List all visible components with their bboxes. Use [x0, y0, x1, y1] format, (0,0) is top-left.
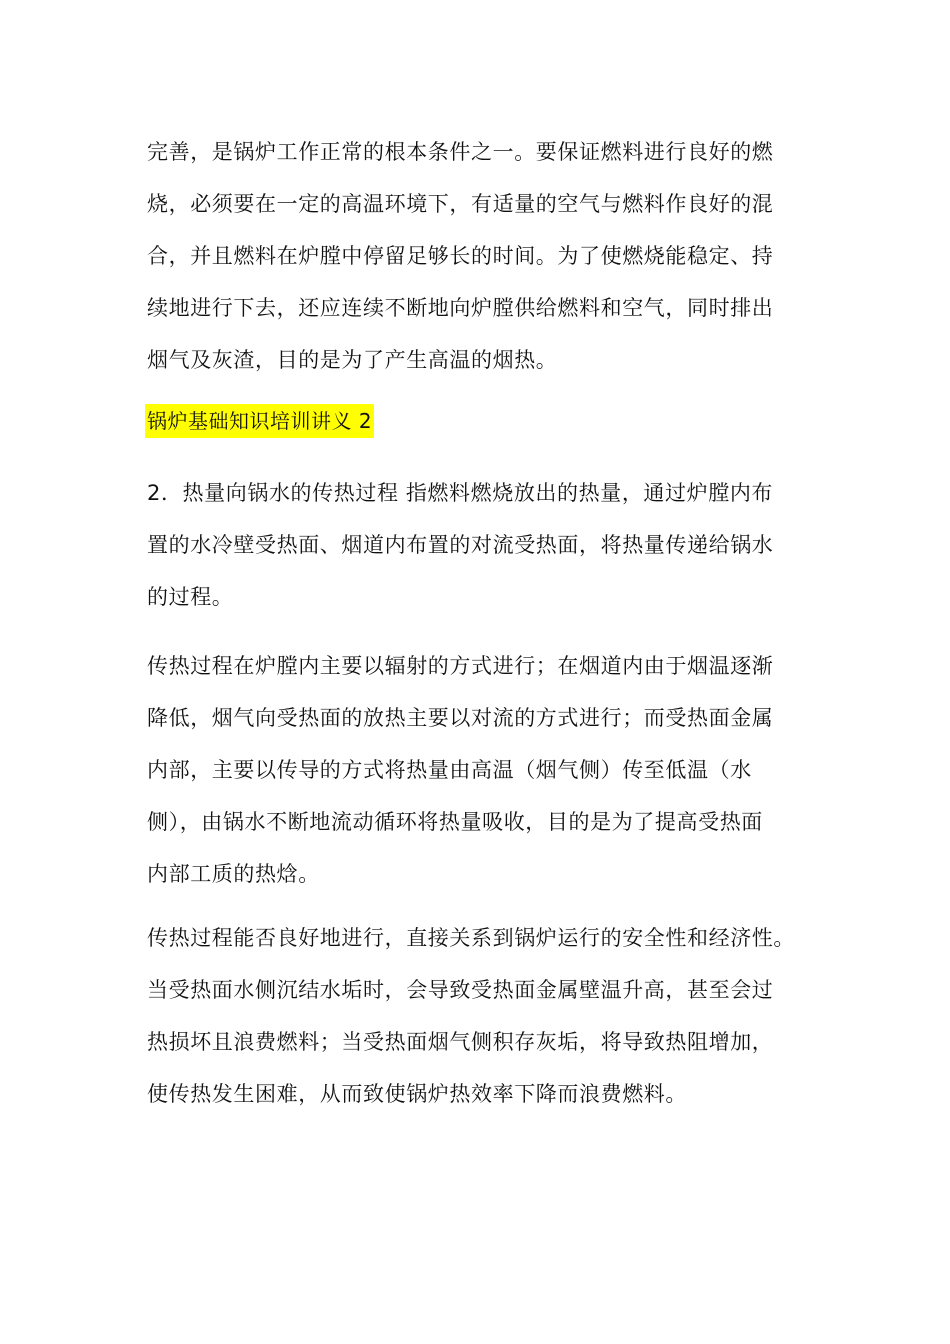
text-line: 完善，是锅炉工作正常的根本条件之一。要保证燃料进行良好的燃	[147, 140, 774, 164]
text-line: 置的水冷壁受热面、烟道内布置的对流受热面，将热量传递给锅水	[147, 533, 774, 557]
text-line: 2．热量向锅水的传热过程 指燃料燃烧放出的热量，通过炉膛内布	[147, 481, 774, 505]
paragraph-heat-transfer-safety	[147, 912, 807, 1120]
text-line: 续地进行下去，还应连续不断地向炉膛供给燃料和空气，同时排出	[147, 296, 774, 320]
text-line: 的过程。	[147, 585, 234, 609]
text-line: 烟气及灰渣，目的是为了产生高温的烟热。	[147, 348, 558, 372]
text-line: 当受热面水侧沉结水垢时，会导致受热面金属壁温升高，甚至会过	[147, 978, 774, 1002]
text-line: 热损坏且浪费燃料；当受热面烟气侧积存灰垢，将导致热阻增加，	[147, 1030, 774, 1054]
text-line: 传热过程能否良好地进行，直接关系到锅炉运行的安全性和经济性。	[147, 926, 795, 950]
paragraph-heat-transfer-modes	[147, 640, 807, 900]
text-line: 降低，烟气向受热面的放热主要以对流的方式进行；而受热面金属	[147, 706, 774, 730]
text-line: 侧），由锅水不断地流动循环将热量吸收，目的是为了提高受热面	[147, 810, 763, 834]
text-line: 合，并且燃料在炉膛中停留足够长的时间。为了使燃烧能稳定、持	[147, 244, 774, 268]
text-line: 使传热发生困难，从而致使锅炉热效率下降而浪费燃料。	[147, 1082, 687, 1106]
paragraph-combustion	[147, 126, 807, 386]
text-line: 传热过程在炉膛内主要以辐射的方式进行；在烟道内由于烟温逐渐	[147, 654, 774, 678]
text-line: 内部，主要以传导的方式将热量由高温（烟气侧）传至低温（水	[147, 758, 752, 782]
text-line: 内部工质的热焓。	[147, 862, 320, 886]
section-heading	[145, 404, 374, 438]
text-line: 烧，必须要在一定的高温环境下，有适量的空气与燃料作良好的混	[147, 192, 774, 216]
paragraph-heat-transfer-definition	[147, 467, 807, 623]
highlighted-heading: 锅炉基础知识培训讲义 2	[145, 404, 374, 438]
